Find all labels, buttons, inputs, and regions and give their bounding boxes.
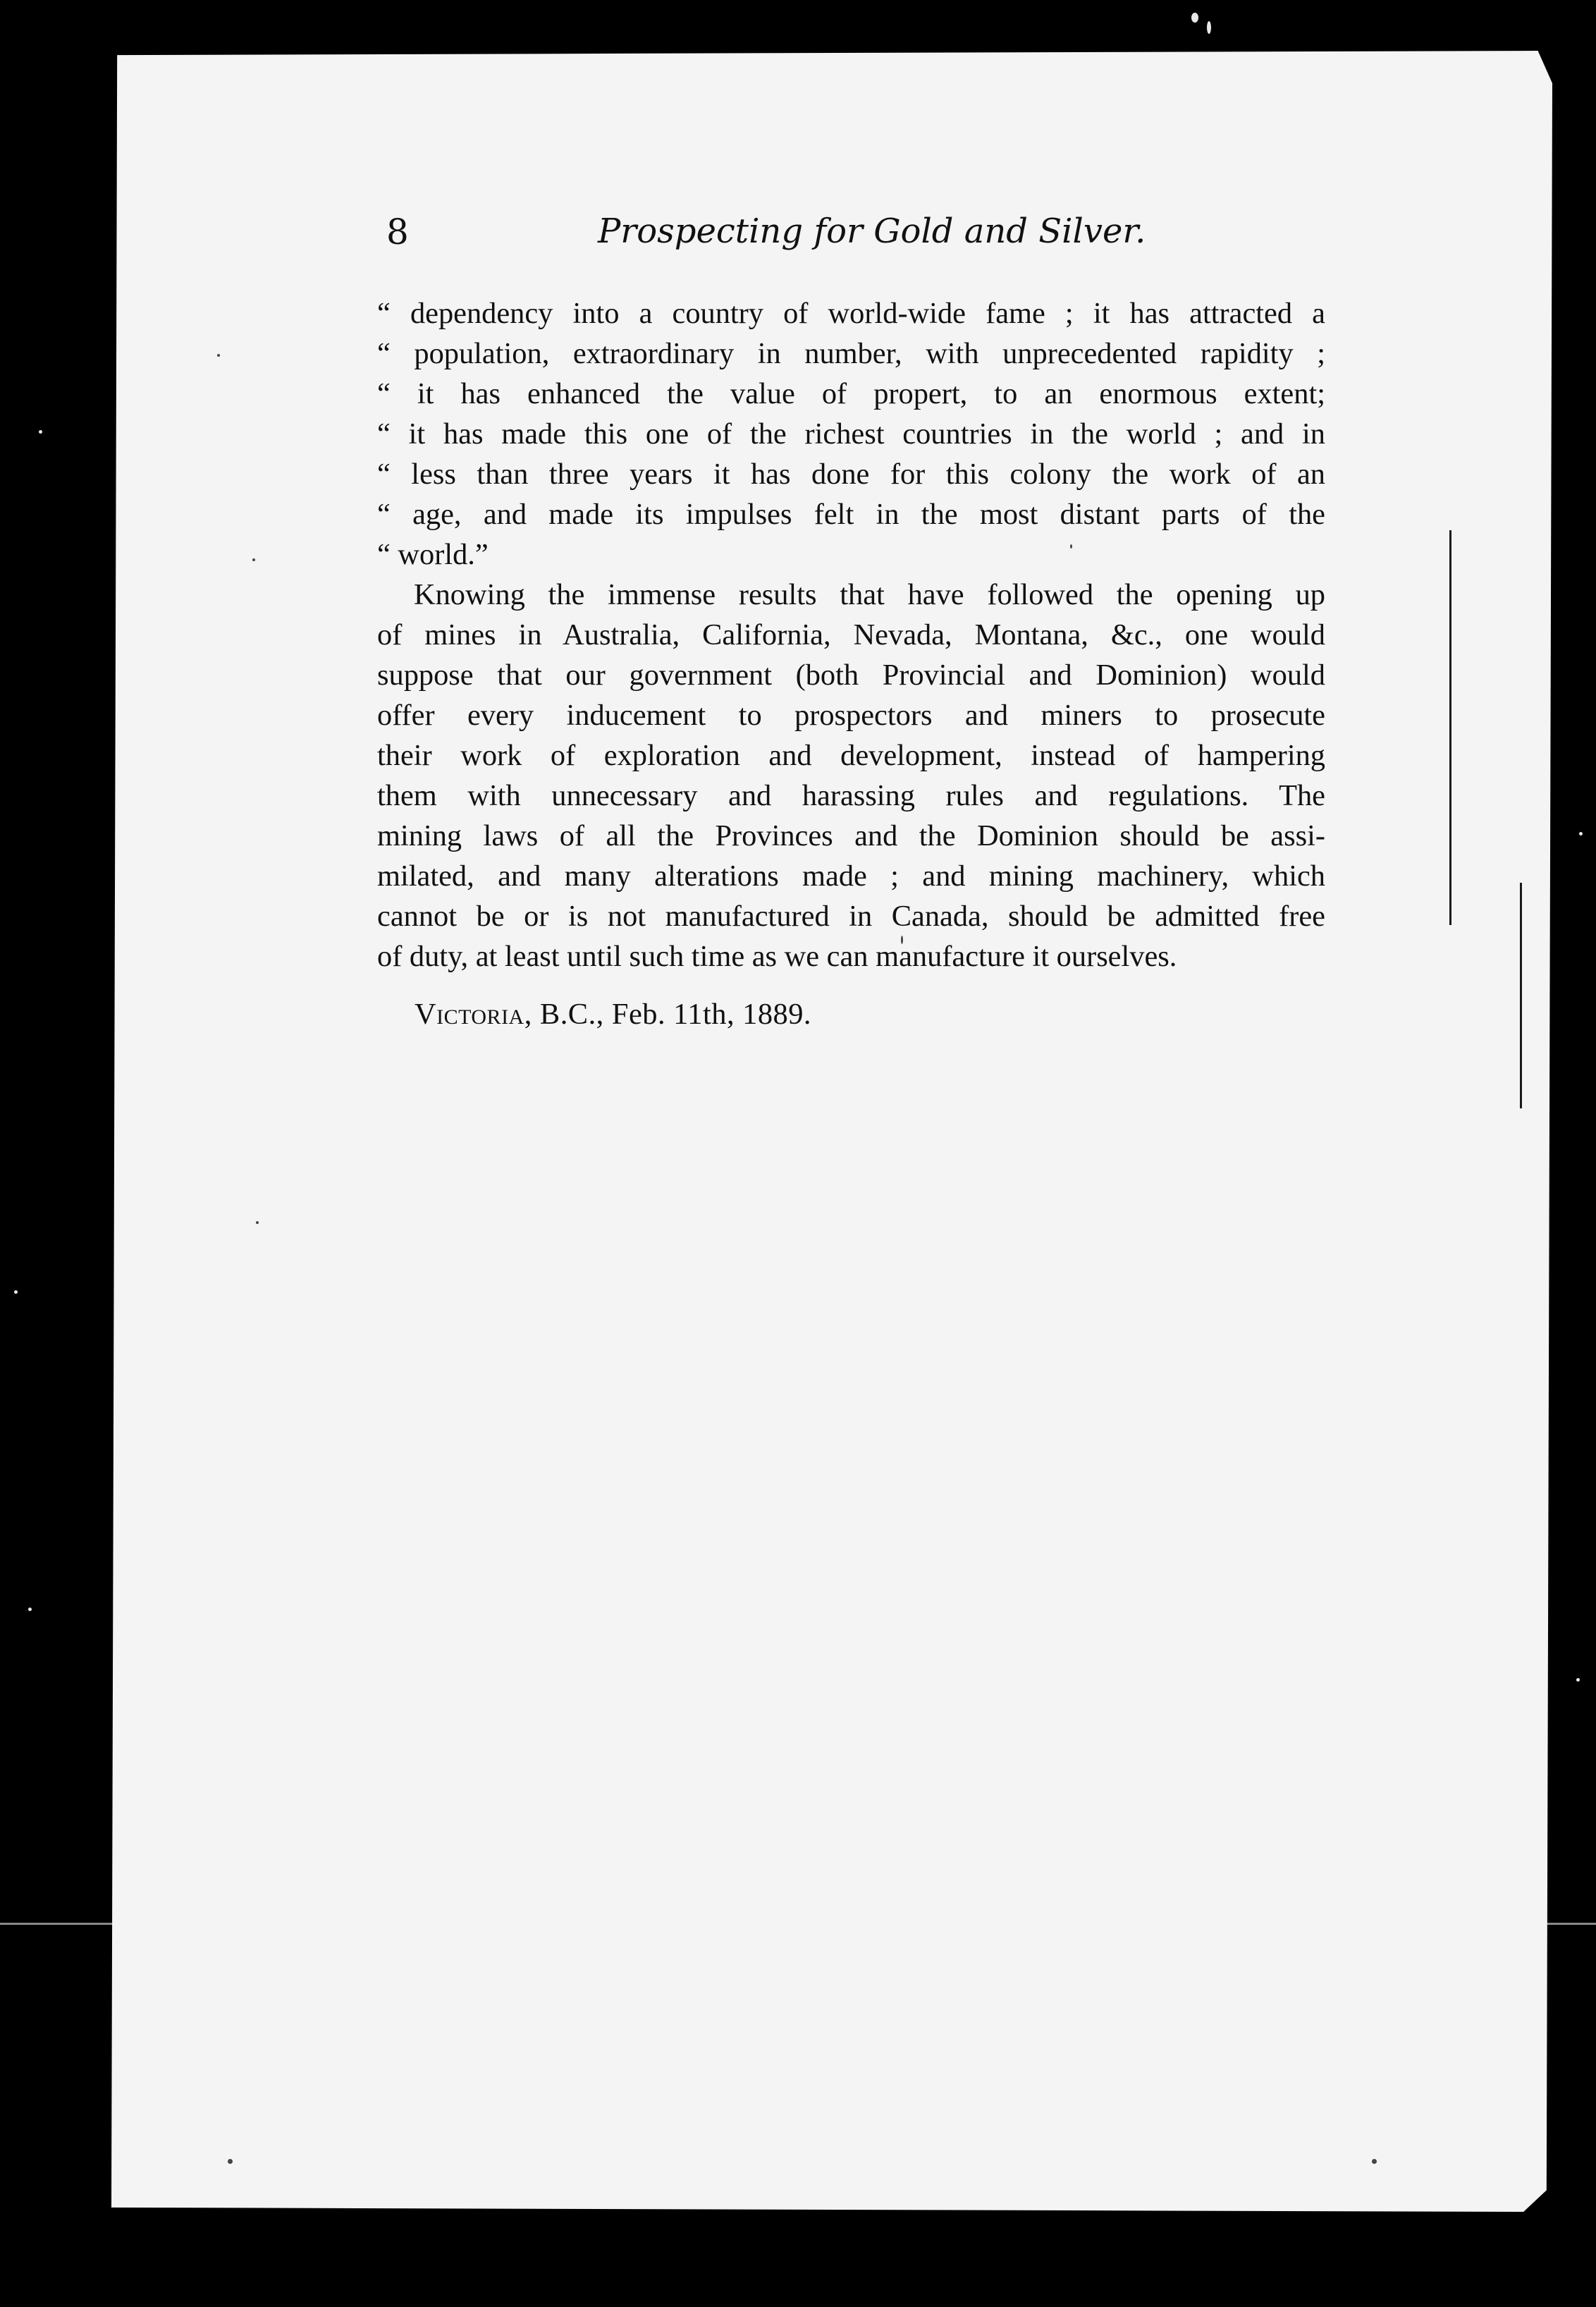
margin-speck [28,1608,32,1611]
page-number: 8 [386,212,409,252]
dateline [415,997,811,1032]
quote-line: “ age, and made its impulses felt in the most distant parts of the [377,498,1325,531]
running-head: Prospecting for Gold and Silver. [598,212,1146,251]
page-fold-line [1520,883,1522,1108]
margin-speck [39,430,42,434]
paragraph-line: suppose that our government (both Provincial and Dominion) would [377,659,1325,692]
dateline-date: , B.C., Feb. 11th, 1889. [524,998,812,1031]
margin-speck [1576,1678,1580,1682]
quote-line: “ it has enhanced the value of propert, to an enormous extent; [377,377,1325,410]
quote-line: “ population, extraordinary in number, with unprecedented rapidity ; [377,337,1325,370]
paragraph-line: mining laws of all the Provinces and the Dominion should be assi- [377,819,1325,852]
paragraph-line: Knowing the immense results that have followed the opening up [414,578,1325,611]
quote-line: “ dependency into a country of world-wide fame ; it has attracted a [377,297,1325,330]
paper-speck [256,1221,259,1224]
margin-speck [1191,13,1198,23]
paragraph-line: their work of exploration and development, instead of hampering [377,739,1325,772]
paragraph-line: milated, and many alterations made ; and mining machinery, which [377,859,1325,893]
paragraph-line: them with unnecessary and harassing rules and regulations. The [377,779,1325,812]
paper-speck [1372,2159,1377,2164]
paper-speck [217,354,220,357]
paper-speck [252,558,255,561]
quote-line: “ it has made this one of the richest countries in the world ; and in [377,417,1325,451]
margin-speck [1207,21,1211,34]
body-text [377,293,1325,977]
page-fold-line [1449,530,1451,925]
paper-speck [228,2159,233,2164]
paragraph-line: offer every inducement to prospectors and miners to prosecute [377,699,1325,732]
quote-line: “ world.” [377,538,489,571]
margin-speck [14,1290,18,1294]
margin-speck [1579,832,1583,836]
paragraph-line: cannot be or is not manufactured in Canada, should be admitted free [377,900,1325,933]
paragraph-line: of duty, at least until such time as we can manufacture it ourselves. [377,940,1177,973]
dateline-place: Victoria [415,998,524,1031]
page-header [386,212,1331,268]
quote-line: “ less than three years it has done for this colony the work of an [377,458,1325,491]
paragraph-line: of mines in Australia, California, Nevada, Montana, &c., one would [377,618,1325,651]
